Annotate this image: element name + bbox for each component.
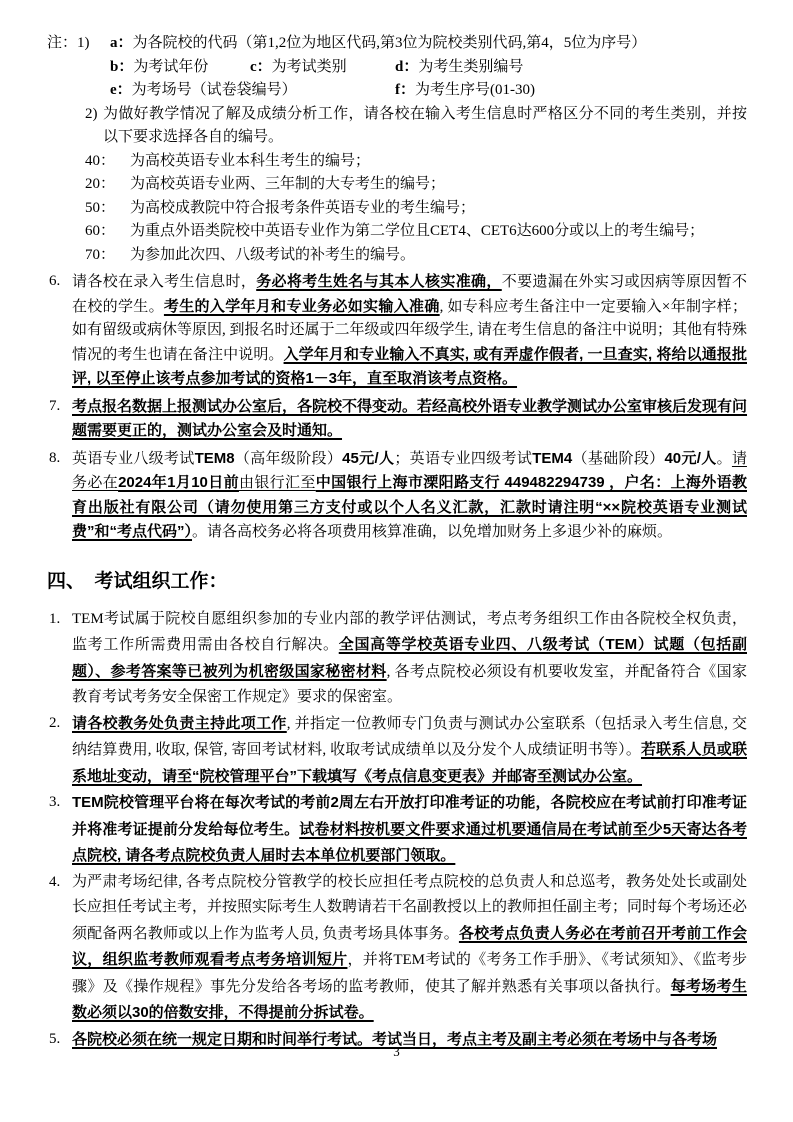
code-item-70 (47, 244, 747, 268)
code-item-50 (47, 197, 747, 221)
text-run: e： (110, 82, 132, 98)
text-run: 为考生类别编号 (418, 58, 524, 75)
note-line-bcd (47, 56, 747, 80)
list-marker: 3. (49, 794, 61, 810)
text-run: 为考试年份 (133, 58, 209, 75)
text-run: 为考场号（试卷袋编号） (131, 82, 297, 98)
text-run: 请务必在 (72, 450, 747, 491)
note-line-2 (47, 103, 747, 150)
list-item-6 (47, 270, 747, 392)
text-run: （高年级阶段） (234, 450, 343, 467)
text-run: 若联系人员或联系地址变动，请至“院校管理平台”下载填写《考点信息变更表》并邮寄至测试办公室。 (72, 741, 747, 785)
text-run: 为考生序号(01-30) (415, 82, 535, 98)
note-column (395, 79, 535, 103)
note-column (395, 56, 523, 80)
note-column (110, 79, 395, 103)
list-marker: 注：1) (47, 35, 90, 51)
text-run: 试卷材料按机要文件要求通过机要通信局在考试前至少5天寄达各考点院校, 请各考点院校负责人届时去本单位机要部门领取。 (72, 820, 747, 864)
text-run: 为高校成教院中符合报考条件英语专业的考生编号； (130, 199, 476, 216)
text-run: 全国高等学校英语专业四、八级考试（TEM）试题（包括副题）、参考答案等已被列为机密级国家秘密材料 (72, 636, 747, 680)
text-run: TEM院校管理平台将在每次考试的考前2周左右开放打印准考证的功能，各院校应在考试前打印准考证并将准考证提前分发给每位考生。 (72, 794, 747, 838)
text-run: , 各考点院校必须设有机要收发室，并配备符合《国家教育考试考务安全保密工作规定》要求的保密室。 (72, 663, 747, 705)
text-run: a： (110, 35, 133, 51)
text-run: 40元/人 (664, 449, 717, 467)
list-marker: 1. (49, 610, 61, 627)
text-run: （基础阶段） (572, 450, 665, 467)
section4-item-1 (47, 607, 747, 711)
text-run: 考点报名数据上报测试办公室后，各院校不得变动。若经高校外语专业教学测试办公室审核后发现有问题需要更正的，测试办公室会及时通知。 (72, 397, 748, 439)
text-run: 中国银行上海市溧阳路支行 449482294739 ，户名：上海外语教育出版社有限公司（请勿使用第三方支付或以个人名义汇款，汇款时请注明“××院校英语专业测试费”和“考点代码”） (72, 474, 747, 540)
text-run: 为高校英语专业本科生考生的编号； (130, 152, 371, 169)
list-marker: 2) (85, 105, 98, 122)
list-item-7 (47, 395, 747, 444)
document-content (47, 32, 747, 1053)
text-run: c： (250, 58, 272, 75)
text-run: 英语专业八级考试 (72, 450, 195, 467)
text-run: 四、 考试组织工作： (47, 570, 228, 592)
text-run: d： (395, 58, 419, 75)
list-marker: 4. (49, 873, 61, 890)
list-marker: 70： (85, 246, 116, 263)
code-item-20 (47, 173, 747, 197)
list-marker: 20： (85, 176, 116, 192)
text-run: 为考试类别 (271, 58, 347, 75)
text-run: 各校考点负责人务必在考前召开考前工作会议，组织监考教师观看考点考务培训短片 (72, 924, 747, 968)
list-item-8 (47, 447, 747, 545)
text-run: 2024年1月10日前 (118, 474, 239, 491)
list-marker: 60： (85, 223, 116, 239)
note-column (250, 56, 395, 80)
text-run: 务必将考生姓名与其本人核实准确， (256, 273, 502, 290)
text-run: ；英语专业四级考试 (394, 450, 533, 467)
list-marker: 7. (49, 397, 61, 414)
text-run: 。 (716, 450, 732, 467)
text-run: TEM考试属于院校自愿组织参加的专业内部的教学评估测试，考点考务组织工作由各院校全权负责，监考工作所需费用需由各校自行解决。 (72, 610, 747, 653)
text-run: 为重点外语类院校中英语专业作为第二学位且CET4、CET6达600分或以上的考生编号； (130, 223, 705, 239)
text-run: 为高校英语专业两、三年制的大专考生的编号； (130, 176, 446, 192)
note-line-1 (47, 32, 747, 56)
code-item-60 (47, 220, 747, 244)
text-run: 45元/人 (342, 449, 395, 467)
section-heading (47, 568, 747, 595)
page-number: 3 (393, 1044, 400, 1059)
text-run: TEM8 (194, 449, 235, 467)
text-run: , 并指定一位教师专门负责与测试办公室联系（包括录入考生信息, 交纳结算费用, 收取, 保管, 寄回考试材料, 收取考试成绩单以及分发个人成绩证明书等）。 (72, 715, 747, 758)
text-run: 由银行汇至 (238, 475, 316, 491)
text-run: 为各院校的代码（第1,2位为地区代码,第3位为院校类别代码,第4，5位为序号） (132, 35, 647, 51)
text-run: f： (395, 82, 415, 98)
section4-item-3 (47, 790, 747, 870)
section4-item-4 (47, 870, 747, 1027)
text-run: 每考场考生数必须以30的倍数安排，不得提前分拆试卷。 (72, 977, 747, 1021)
list-marker: 8. (49, 449, 61, 466)
text-run: 入学年月和专业输入不真实, 或有弄虚作假者, 一旦查实, 将给以通报批评, 以至停止该考点参加考试的资格1－3年，直至取消该考点资格。 (72, 345, 747, 387)
list-marker: 50： (85, 199, 116, 216)
text-run: 考生的入学年月和专业务必如实输入准确 (163, 297, 440, 315)
list-marker: 6. (49, 273, 61, 289)
text-run: TEM4 (532, 449, 573, 467)
note-line-ef (47, 79, 747, 103)
section4-item-2 (47, 711, 747, 791)
text-run: 各院校必须在统一规定日期和时间举行考试。考试当日，考点主考及副主考必须在考场中与各考场 (72, 1030, 718, 1048)
text-run: 不要遗漏在外实习或因病等原因暂不在校的学生。 (72, 274, 747, 315)
text-run: 请各校在录入考生信息时， (72, 274, 257, 290)
text-run: , 如专科应考生备注中一定要输入×年制字样；如有留级或病休等原因, 到报名时还属于二年级或四年级学生, 请在考生信息的备注中说明；其他有特殊情况的考生也请在备注中说明。 (72, 298, 748, 363)
text-run: b： (110, 58, 134, 75)
note-column (110, 56, 250, 80)
list-marker: 40： (85, 152, 116, 169)
text-run: 为做好教学情况了解及成绩分析工作，请各校在输入考生信息时严格区分不同的考生类别，并按以下要求选择各自的编号。 (103, 105, 747, 145)
text-run: 为严肃考场纪律, 各考点院校分管教学的校长应担任考点院校的总负责人和总巡考，教务处处长或副处长应担任考试主考，并按照实际考生人数聘请若干名副教授以上的教师担任副主考；同时每个考场还必须配备两名教师或以上作为监考人员, 负责考场具体事务。 (72, 873, 748, 942)
list-marker: 2. (49, 714, 61, 731)
text-run: ，并将TEM考试的《考务工作手册》、《考试须知》、《监考步骤》及《操作规程》事先分发给各考场的监考教师，使其了解并熟悉有关事项以备执行。 (72, 952, 747, 995)
text-run: 。请各高校务必将各项费用核算准确，以免增加财务上多退少补的麻烦。 (192, 524, 673, 540)
list-marker: 5. (49, 1030, 61, 1047)
text-run: 请各校教务处负责主持此项工作 (72, 714, 287, 732)
code-item-40 (47, 150, 747, 174)
text-run: 为参加此次四、八级考试的补考生的编号。 (130, 246, 416, 263)
